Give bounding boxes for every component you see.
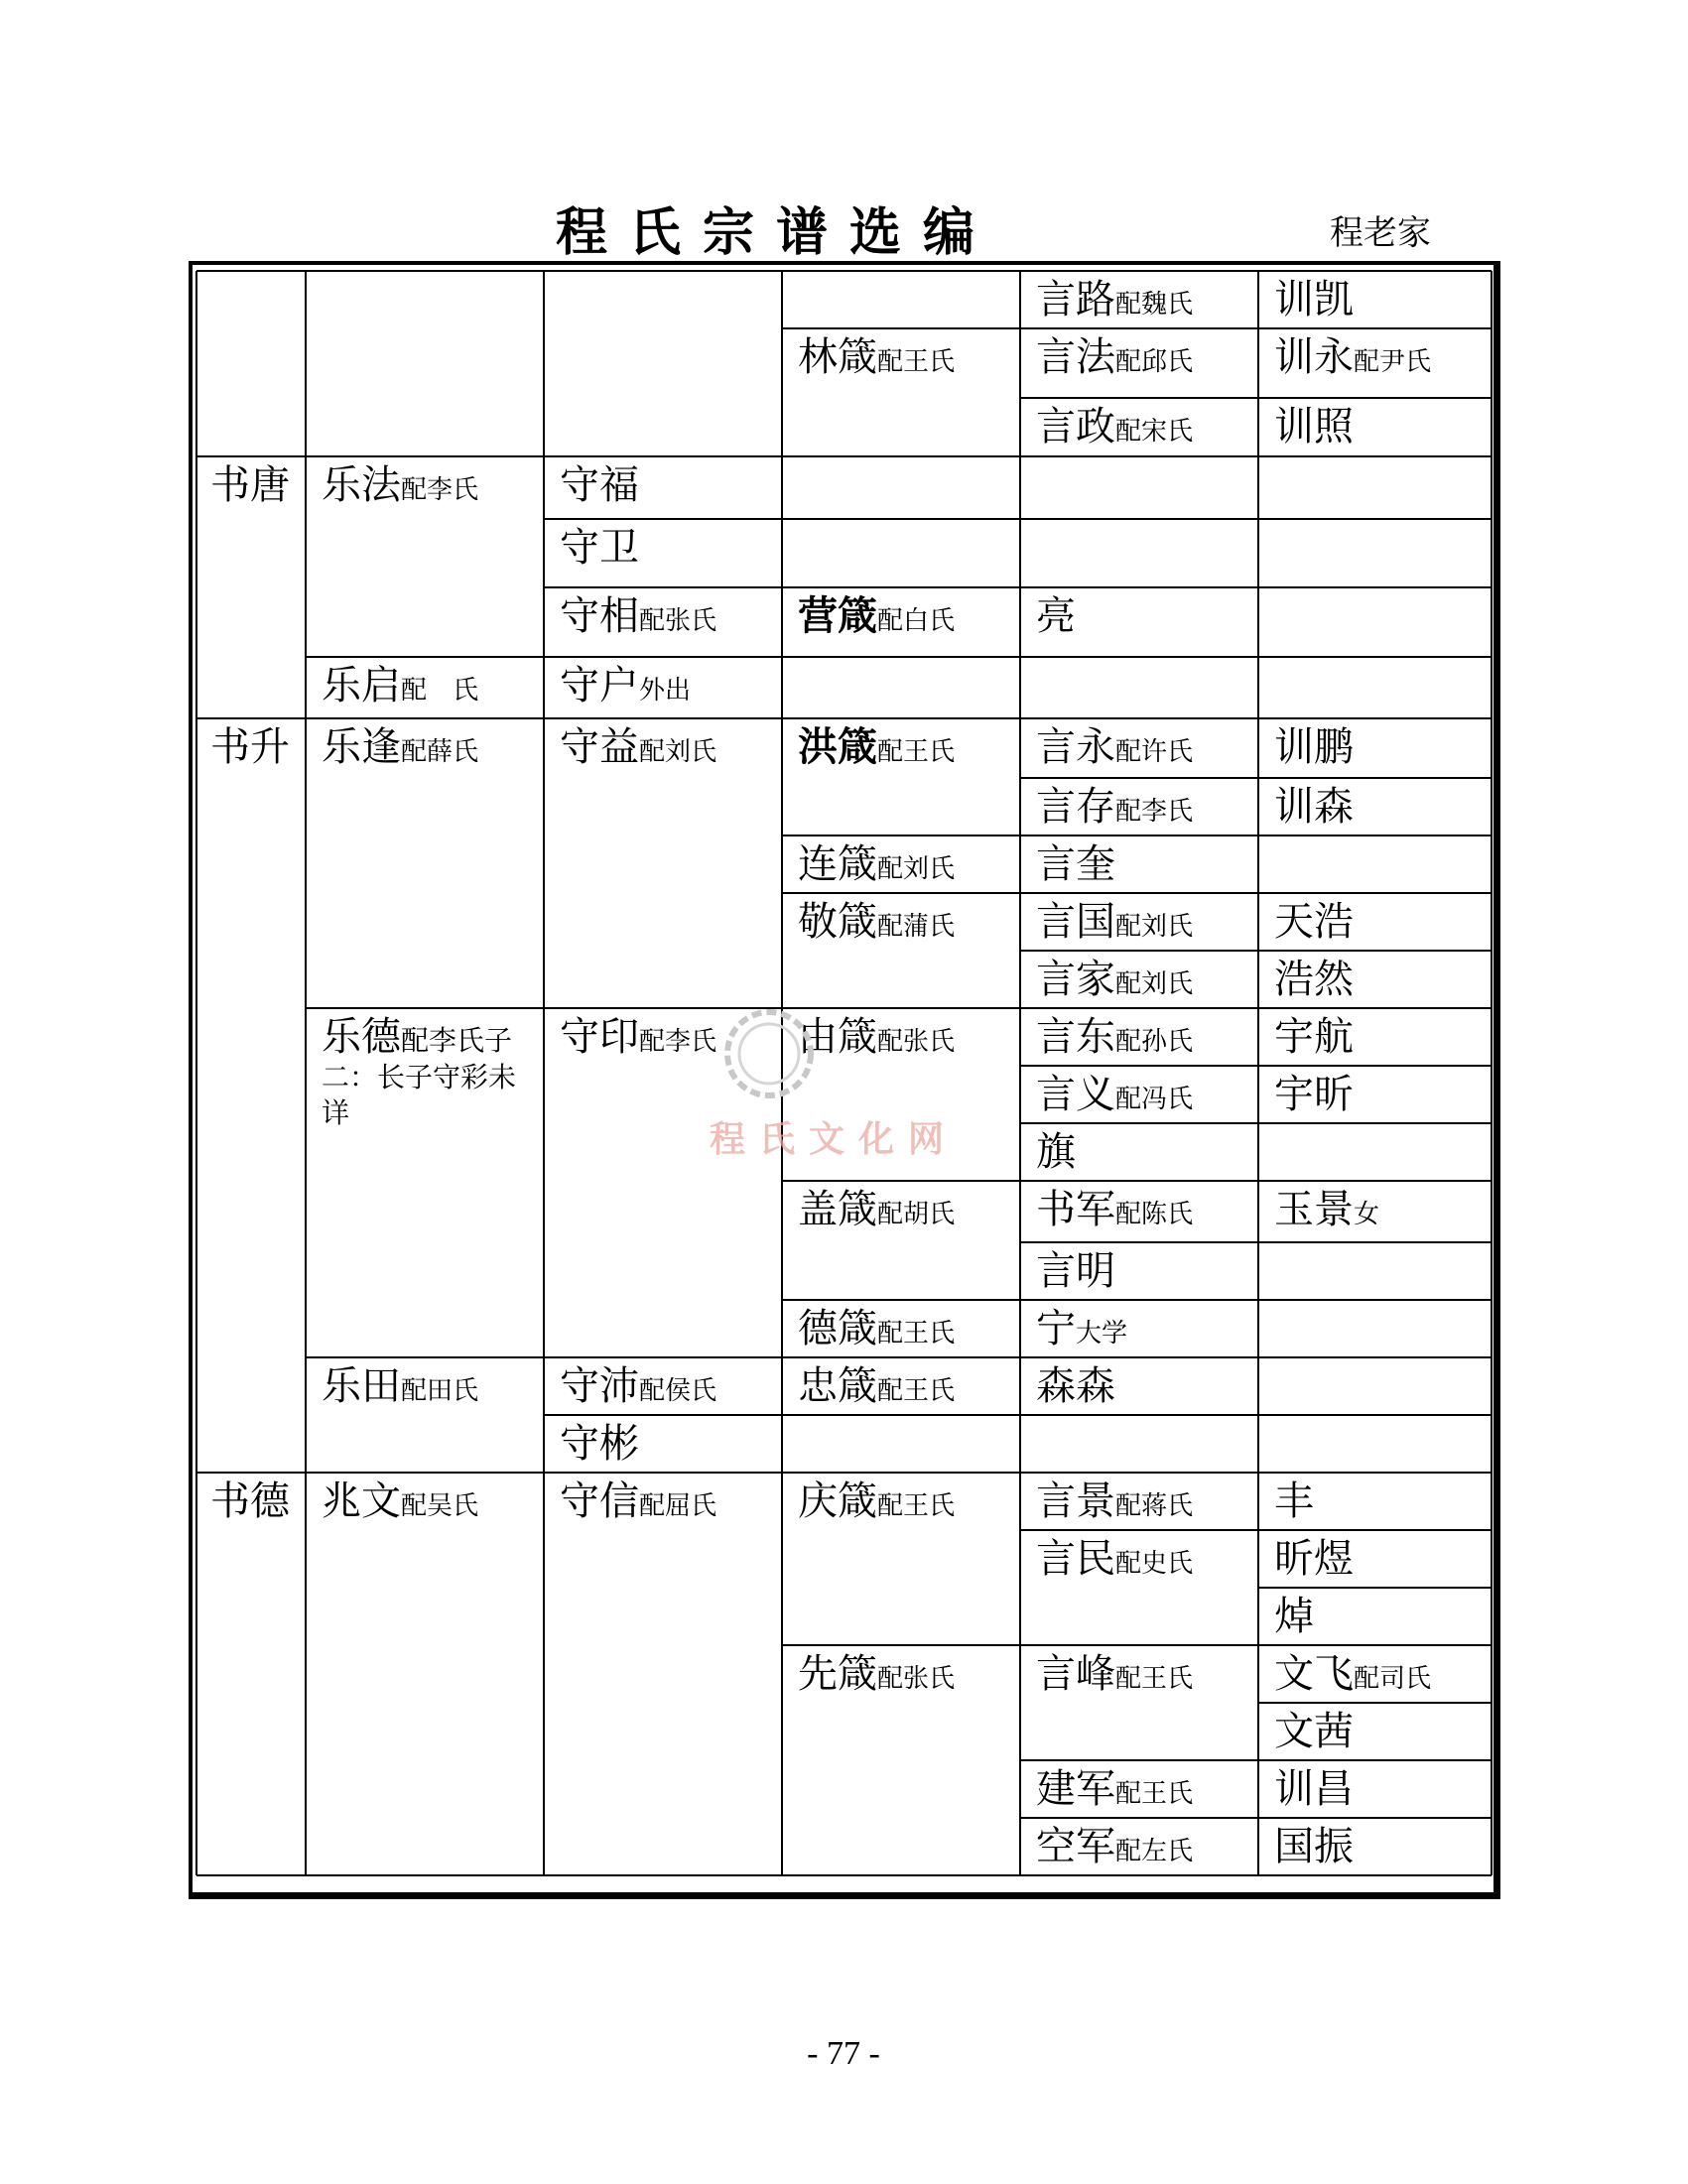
person-name: 守福: [560, 462, 639, 508]
watermark-text: 程氏文化网: [710, 1118, 959, 1160]
genealogy-cell: [1258, 328, 1492, 398]
genealogy-cell: [1258, 1703, 1492, 1760]
spouse-note: 配李氏: [1115, 797, 1194, 827]
genealogy-cell: [1258, 1588, 1492, 1645]
genealogy-cell: [1258, 1760, 1492, 1818]
person-name: 训森: [1274, 784, 1354, 830]
genealogy-cell: [782, 587, 1020, 657]
spouse-note: 配王氏: [877, 737, 956, 767]
person-name: 宁: [1036, 1306, 1076, 1351]
person-name: 书德: [210, 1478, 290, 1524]
person-name: 言政: [1036, 404, 1115, 450]
genealogy-cell: [1258, 1357, 1492, 1415]
genealogy-cell: [782, 1357, 1020, 1415]
genealogy-cell: [1258, 1473, 1492, 1530]
genealogy-cell: [306, 1473, 544, 1875]
person-name: 丰: [1274, 1478, 1314, 1524]
person-name: 书唐: [210, 462, 290, 508]
person-name: 守沛: [560, 1363, 639, 1409]
genealogy-cell: [1258, 893, 1492, 951]
genealogy-cell: [1258, 1066, 1492, 1123]
spouse-note: 配李氏子二：长子守彩未详: [322, 1024, 517, 1129]
page-number: - 77 -: [807, 2035, 880, 2072]
person-name: 空军: [1036, 1824, 1115, 1869]
genealogy-cell: [306, 1357, 544, 1473]
spouse-note: 配冯氏: [1115, 1085, 1194, 1114]
spouse-note: 配孙氏: [1115, 1027, 1194, 1057]
person-name: 守信: [560, 1478, 639, 1524]
person-name: 由箴: [798, 1014, 877, 1060]
genealogy-cell: [1020, 1473, 1258, 1530]
genealogy-cell: [544, 1473, 782, 1875]
person-name: 庆箴: [798, 1478, 877, 1524]
person-name: 训永: [1274, 334, 1354, 380]
person-entry: [322, 1014, 535, 1131]
spouse-note: 配白氏: [877, 606, 956, 636]
genealogy-cell: [1020, 519, 1258, 587]
person-name: 旗: [1036, 1129, 1076, 1175]
spouse-note: 配刘氏: [1115, 912, 1194, 942]
genealogy-cell: [1020, 835, 1258, 893]
spouse-note: 配王氏: [877, 1491, 956, 1521]
person-name: 训照: [1274, 404, 1354, 450]
spouse-note: 配薛氏: [401, 737, 479, 767]
person-name: 建军: [1036, 1766, 1115, 1812]
genealogy-cell: [1258, 778, 1492, 835]
genealogy-cell: [1258, 718, 1492, 778]
person-name: 言法: [1036, 334, 1115, 380]
person-name: 言景: [1036, 1478, 1115, 1524]
spouse-note: 配王氏: [1115, 1664, 1194, 1694]
genealogy-cell: [1258, 1530, 1492, 1588]
genealogy-cell: [1020, 1181, 1258, 1242]
person-name: 言义: [1036, 1072, 1115, 1117]
genealogy-cell: [1258, 1818, 1492, 1875]
spouse-note: 配许氏: [1115, 737, 1194, 767]
person-name: 洪箴: [798, 724, 877, 770]
genealogy-cell: [1020, 718, 1258, 778]
person-name: 乐逢: [322, 724, 401, 770]
genealogy-cell: [1258, 456, 1492, 519]
spouse-note: 配魏氏: [1115, 290, 1194, 320]
genealogy-cell: [306, 657, 544, 718]
person-name: 兆文: [322, 1478, 401, 1524]
spouse-note: 女: [1354, 1200, 1380, 1229]
genealogy-cell: [544, 587, 782, 657]
genealogy-cell: [544, 1357, 782, 1415]
genealogy-cell: [782, 456, 1020, 519]
genealogy-cell: [544, 1415, 782, 1473]
spouse-note: 配王氏: [877, 1319, 956, 1349]
genealogy-cell: [1020, 1818, 1258, 1875]
person-name: 言家: [1036, 957, 1115, 1002]
genealogy-cell: [306, 456, 544, 657]
genealogy-cell: [782, 657, 1020, 718]
genealogy-cell: [782, 519, 1020, 587]
genealogy-cell: [1020, 1123, 1258, 1181]
spouse-note: 配侯氏: [639, 1376, 717, 1406]
person-name: 乐法: [322, 462, 401, 508]
genealogy-cell: [782, 1008, 1020, 1181]
genealogy-cell: [1020, 1415, 1258, 1473]
genealogy-cell: [782, 835, 1020, 893]
person-name: 文飞: [1274, 1651, 1354, 1697]
spouse-note: 配张氏: [639, 606, 717, 636]
genealogy-cell: [544, 519, 782, 587]
person-name: 言存: [1036, 784, 1115, 830]
spouse-note: 大学: [1076, 1319, 1128, 1349]
genealogy-cell: [1258, 1645, 1492, 1703]
genealogy-cell: [1020, 951, 1258, 1008]
person-name: 森森: [1036, 1363, 1115, 1409]
genealogy-cell: [1020, 328, 1258, 398]
spouse-note: 配邱氏: [1115, 347, 1194, 377]
genealogy-cell: [1020, 1530, 1258, 1645]
person-name: 宇航: [1274, 1014, 1354, 1060]
genealogy-cell: [782, 1415, 1020, 1473]
spouse-note: 配宋氏: [1115, 417, 1194, 447]
spouse-note: 配张氏: [877, 1027, 956, 1057]
spouse-note: 配尹氏: [1354, 347, 1432, 377]
page-title: 程氏宗谱选编: [556, 202, 997, 263]
genealogy-cell: [1020, 1242, 1258, 1300]
person-name: 言奎: [1036, 841, 1115, 887]
spouse-note: 配陈氏: [1115, 1200, 1194, 1229]
person-name: 乐启: [322, 663, 401, 708]
spouse-note: 配左氏: [1115, 1837, 1194, 1866]
genealogy-cell: [1258, 1181, 1492, 1242]
genealogy-cell: [196, 271, 306, 456]
person-name: 敬箴: [798, 899, 877, 945]
genealogy-cell: [1258, 835, 1492, 893]
spouse-note: 配刘氏: [877, 854, 956, 884]
person-name: 连箴: [798, 841, 877, 887]
spouse-note: 配蒲氏: [877, 912, 956, 942]
spouse-note: 配刘氏: [1115, 969, 1194, 999]
genealogy-cell: [1258, 519, 1492, 587]
spouse-note: 配史氏: [1115, 1549, 1194, 1579]
genealogy-cell: [1020, 893, 1258, 951]
person-name: 守户: [560, 663, 639, 708]
person-name: 言永: [1036, 724, 1115, 770]
genealogy-cell: [1020, 1300, 1258, 1357]
person-name: 文茜: [1274, 1709, 1354, 1754]
genealogy-cell: [306, 718, 544, 1008]
person-name: 训凯: [1274, 277, 1354, 322]
person-name: 乐田: [322, 1363, 401, 1409]
genealogy-cell: [782, 893, 1020, 1008]
person-name: 亮: [1036, 593, 1076, 639]
person-name: 林箴: [798, 334, 877, 380]
genealogy-cell: [1258, 587, 1492, 657]
genealogy-cell: [196, 456, 306, 718]
person-name: 乐德: [322, 1014, 401, 1060]
spouse-note: 配 氏: [401, 676, 479, 706]
page-subtitle: 程老家: [1330, 213, 1431, 253]
person-name: 营箴: [798, 593, 877, 639]
person-name: 训鹏: [1274, 724, 1354, 770]
genealogy-cell: [782, 271, 1020, 328]
person-name: 守卫: [560, 525, 639, 571]
spouse-note: 配田氏: [401, 1376, 479, 1406]
genealogy-cell: [1258, 1415, 1492, 1473]
person-name: 书军: [1036, 1187, 1115, 1232]
genealogy-cell: [1020, 1066, 1258, 1123]
person-name: 昕煜: [1274, 1536, 1354, 1582]
person-name: 宇昕: [1274, 1072, 1354, 1117]
person-name: 言民: [1036, 1536, 1115, 1582]
person-name: 德箴: [798, 1306, 877, 1351]
spouse-note: 配刘氏: [639, 737, 717, 767]
genealogy-cell: [1020, 657, 1258, 718]
spouse-note: 配屈氏: [639, 1491, 717, 1521]
genealogy-cell: [782, 1473, 1020, 1645]
person-name: 焯: [1274, 1594, 1314, 1639]
person-name: 言明: [1036, 1248, 1115, 1294]
genealogy-cell: [782, 1300, 1020, 1357]
spouse-note: 配王氏: [877, 1376, 956, 1406]
person-name: 言路: [1036, 277, 1115, 322]
genealogy-cell: [782, 718, 1020, 835]
person-name: 守彬: [560, 1421, 639, 1467]
genealogy-cell: [544, 657, 782, 718]
person-name: 言峰: [1036, 1651, 1115, 1697]
person-name: 守益: [560, 724, 639, 770]
spouse-note: 外出: [639, 676, 692, 706]
genealogy-cell: [782, 1645, 1020, 1875]
person-name: 言东: [1036, 1014, 1115, 1060]
genealogy-cell: [544, 271, 782, 456]
person-name: 天浩: [1274, 899, 1354, 945]
genealogy-cell: [306, 1008, 544, 1357]
genealogy-cell: [544, 1008, 782, 1357]
genealogy-cell: [1258, 271, 1492, 328]
spouse-note: 配王氏: [877, 347, 956, 377]
genealogy-cell: [1020, 587, 1258, 657]
genealogy-cell: [1258, 1300, 1492, 1357]
genealogy-cell: [1020, 1008, 1258, 1066]
person-name: 守相: [560, 593, 639, 639]
spouse-note: 配司氏: [1354, 1664, 1432, 1694]
genealogy-cell: [1258, 398, 1492, 456]
genealogy-cell: [1020, 1357, 1258, 1415]
genealogy-cell: [782, 328, 1020, 456]
genealogy-cell: [196, 718, 306, 1473]
genealogy-cell: [544, 456, 782, 519]
genealogy-cell: [1020, 1760, 1258, 1818]
genealogy-cell: [1020, 398, 1258, 456]
genealogy-cell: [1258, 1123, 1492, 1181]
spouse-note: 配李氏: [401, 475, 479, 505]
genealogy-cell: [1258, 1242, 1492, 1300]
person-name: 训昌: [1274, 1766, 1354, 1812]
genealogy-cell: [782, 1181, 1020, 1300]
genealogy-cell: [1020, 1645, 1258, 1760]
spouse-note: 配胡氏: [877, 1200, 956, 1229]
person-name: 浩然: [1274, 957, 1354, 1002]
genealogy-cell: [1020, 778, 1258, 835]
person-name: 言国: [1036, 899, 1115, 945]
genealogy-cell: [1258, 1008, 1492, 1066]
spouse-note: 配吴氏: [401, 1491, 479, 1521]
spouse-note: 配蒋氏: [1115, 1491, 1194, 1521]
spouse-note: 配张氏: [877, 1664, 956, 1694]
genealogy-cell: [306, 271, 544, 456]
genealogy-cell: [1020, 456, 1258, 519]
person-name: 守印: [560, 1014, 639, 1060]
person-name: 玉景: [1274, 1187, 1354, 1232]
person-name: 盖箴: [798, 1187, 877, 1232]
person-name: 书升: [210, 724, 290, 770]
genealogy-cell: [1020, 271, 1258, 328]
genealogy-cell: [1258, 951, 1492, 1008]
genealogy-cell: [196, 1473, 306, 1875]
person-name: 忠箴: [798, 1363, 877, 1409]
person-name: 国振: [1274, 1824, 1354, 1869]
genealogy-cell: [1258, 657, 1492, 718]
spouse-note: 配李氏: [639, 1027, 717, 1057]
person-name: 先箴: [798, 1651, 877, 1697]
genealogy-cell: [544, 718, 782, 1008]
spouse-note: 配王氏: [1115, 1779, 1194, 1809]
